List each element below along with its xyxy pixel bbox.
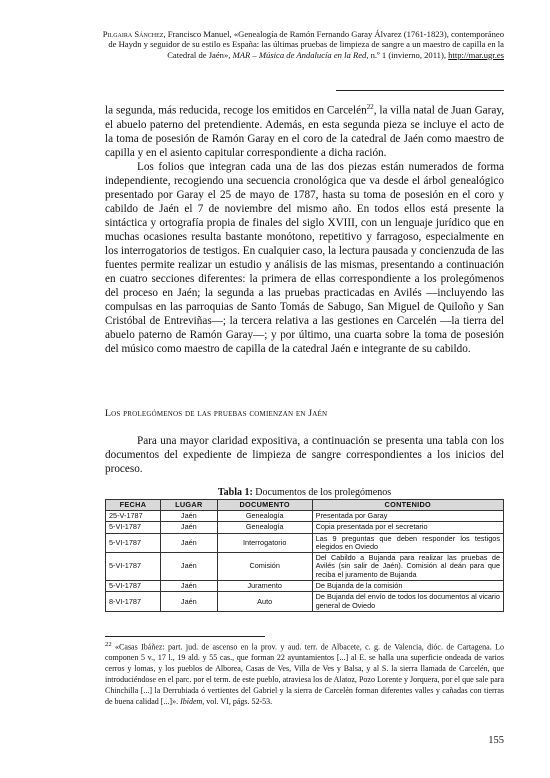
header-documento: DOCUMENTO (217, 500, 312, 511)
table-row (106, 533, 504, 553)
table-row (106, 553, 504, 581)
cell-documento: Interrogatorio (217, 533, 312, 553)
header-citation: , Francisco Manuel, «Genealogía de Ramón Fernando Garay Álvarez (1761-1823), contemporáneo de Haydn y seguidor de su estilo es España: las últimas pruebas de limpieza de sangre a un maestro de capilla en la Catedral de Jaén», (108, 29, 504, 60)
header-fecha: FECHA (106, 500, 161, 511)
section-title: Los prolegómenos de las pruebas comienzan en Jaén (105, 408, 328, 419)
table-row (106, 592, 504, 612)
cell-contenido: Presentada por Garay (312, 511, 503, 522)
cell-fecha: 5-VI-1787 (106, 522, 161, 533)
cell-contenido: Las 9 preguntas que deben responder los testigos elegidos en Oviedo (312, 533, 503, 553)
footnote (105, 640, 504, 707)
table-caption-text: Documentos de los prolegómenos (252, 487, 392, 498)
table-row (106, 522, 504, 533)
cell-lugar: Jaén (160, 533, 217, 553)
header-url-link[interactable]: http://mar.ugr.es (448, 49, 504, 60)
paragraph-2: Los folios que integran cada una de las dos piezas están numerados de forma independiente, recogiendo una secuencia cronológica que va desde el árbol genealógico presentado por Garay el 25 de mayo de 1787, hasta su toma de posesión en el coro y cabildo de Jaén el 7 de noviembre del mismo año. En todos ellos está presente la sintáctica y ortografía propia de finales del siglo XVIII, con un lenguaje jurídico que en muchas ocasiones resulta bastante monótono, repetitivo y farragoso, especialmente en los interrogatorios de testigos. En cualquier caso, la lectura pausada y concienzuda de las fuentes permite realizar un estudio y análisis de las mismas, presentando a continuación en cuatro secciones diferentes: la primera de ellas correspondiente a los prolegómenos del proceso en Jaén; la segunda a las pruebas practicadas en Avilés —incluyendo las compulsas en las parroquias de Santo Tomás de Sabugo, San Miguel de Quiloño y San Cristóbal de Entreviñas—; la tercera relativa a las gestiones en Carcelén —la tierra del abuelo paterno de Ramón Garay—; y por último, una cuarta sobre la toma de posesión del músico como maestro de capilla de la catedral Jaén e integrante de su cabildo. (105, 160, 504, 355)
footnote-text: «Casas Ibáñez: part. jud. de ascenso en la prov. y aud. terr. de Albacete, c. g. de Valencia, dióc. de Cartagena. Lo componen 5 v., 17 l., 19 ald. y 55 cas., que forman 22 ayuntamientos [...] al E. se halla una superficie ondeada de varios cerros y lomas, y los pueblos de Alborea, Casas de Ves, Villa de Ves y Balsa, y al S. la sierra llamada de Carcelén, que introduciéndose en el parc. por el term. de este pueblo, atraviesa los de Alatoz, Pozo Lorente y Jorquera, por el que sale para Chinchilla [...] la Derrubiada ó vertientes del Gabriel y la sierra de Carcelén forman diferentes valles y cañadas con tierras de buena calidad [...]». (105, 642, 504, 706)
header-issue: , n.º 1 (invierno, 2011), (366, 49, 449, 60)
footnote-rule (105, 636, 265, 637)
cell-documento: Juramento (217, 581, 312, 592)
paragraph-1: la segunda, más reducida, recoge los emitidos en Carcelén$^{22}$, la villa natal de Juan Garay, el abuelo paterno del pretendiente. Además, en esta segunda pieza se incluye el acto de la toma de posesión de Ramón Garay en el coro de la catedral de Jaén como maestro de capilla y en el asiento capitular correspondiente a dicha ración. (105, 103, 504, 159)
header-rule (336, 90, 504, 91)
cell-contenido: Del Cabildo a Bujanda para realizar las pruebas de Avilés (sin salir de Jaén). Comisión al deán para que reciba el juramento de Bujanda (312, 553, 503, 581)
table-row (106, 511, 504, 522)
footnote-ibidem: Ibídem (180, 696, 203, 706)
documents-table (105, 499, 504, 612)
table-row (106, 581, 504, 592)
header-lugar: LUGAR (160, 500, 217, 511)
table-caption-label: Tabla 1: (217, 487, 253, 498)
table-caption (105, 487, 504, 498)
cell-documento: Genealogía (217, 511, 312, 522)
header-journal: MAR – Música de Andalucía en la Red (232, 49, 367, 60)
cell-fecha: 5-VI-1787 (106, 581, 161, 592)
cell-lugar: Jaén (160, 581, 217, 592)
header-contenido: CONTENIDO (312, 500, 503, 511)
footnote-reference[interactable]: 22 (366, 103, 374, 111)
cell-contenido: De Bujanda de la comisión (312, 581, 503, 592)
intro-paragraph: Para una mayor claridad expositiva, a continuación se presenta una tabla con los documentos del expediente de limpieza de sangre correspondientes a los inicios del proceso. (105, 435, 504, 475)
cell-fecha: 5-VI-1787 (106, 533, 161, 553)
footnote-number: 22 (105, 641, 112, 648)
cell-lugar: Jaén (160, 592, 217, 612)
table-header-row (106, 500, 504, 511)
cell-contenido: De Bujanda del envío de todos los documentos al vicario general de Oviedo (312, 592, 503, 612)
footnote-tail: , vol. VI, págs. 52-53. (202, 696, 273, 706)
cell-documento: Auto (217, 592, 312, 612)
cell-fecha: 8-VI-1787 (106, 592, 161, 612)
cell-lugar: Jaén (160, 553, 217, 581)
cell-documento: Comisión (217, 553, 312, 581)
cell-contenido: Copia presentada por el secretario (312, 522, 503, 533)
cell-documento: Genealogía (217, 522, 312, 533)
cell-fecha: 25-V-1787 (106, 511, 161, 522)
cell-lugar: Jaén (160, 511, 217, 522)
header-author: Pilgaira Sánchez (102, 29, 164, 39)
cell-fecha: 5-VI-1787 (106, 553, 161, 581)
page-number: 155 (488, 735, 504, 746)
cell-lugar: Jaén (160, 522, 217, 533)
running-header (96, 29, 504, 60)
body-text (105, 100, 504, 356)
